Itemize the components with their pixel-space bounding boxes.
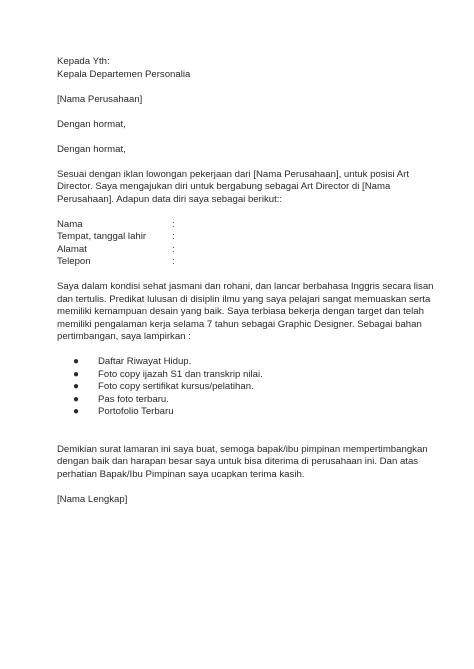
- intro-line: Director. Saya mengajukan diri untuk bergabung sebagai Art Director di [Nama: [57, 181, 391, 192]
- body-line: dan tertulis. Predikat lulusan di disiplin ilmu yang saya pelajari sangat memuaskan serta: [57, 293, 431, 305]
- list-item: [57, 394, 427, 407]
- list-item: [57, 369, 427, 382]
- recipient-line-2: Kepala Departemen Personalia: [57, 68, 191, 80]
- bullet-icon: ●: [73, 406, 80, 417]
- field-colon: :: [172, 231, 175, 242]
- field-label: Telepon: [57, 256, 91, 267]
- list-item: [57, 381, 427, 394]
- field-colon: :: [172, 243, 175, 255]
- company-name: [Nama Perusahaan]: [57, 93, 143, 105]
- closing-line: dengan baik dan harapan besar saya untuk bisa diterima di perusahaan ini. Dan atas: [57, 456, 419, 467]
- list-item: [57, 406, 427, 419]
- intro-line: Perusahaan]. Adapun data diri saya sebagai berikut::: [57, 193, 283, 205]
- closing-line: Demikian surat lamaran ini saya buat, semoga bapak/ibu pimpinan mempertimbangkan: [57, 443, 428, 455]
- bullet-icon: ●: [73, 381, 80, 392]
- recipient-block: [57, 56, 427, 81]
- field-colon: :: [172, 256, 175, 267]
- greeting-1: Dengan hormat,: [57, 118, 126, 130]
- list-item-text: Pas foto terbaru.: [98, 393, 169, 405]
- field-row-birth: [57, 231, 427, 244]
- list-item-text: Portofolio Terbaru: [98, 406, 174, 417]
- bullet-icon: ●: [73, 356, 80, 367]
- field-label: Nama: [57, 218, 83, 230]
- field-colon: :: [172, 218, 175, 230]
- bullet-icon: ●: [73, 368, 80, 380]
- list-item-text: Foto copy ijazah S1 dan transkrip nilai.: [98, 368, 263, 380]
- intro-line: Sesuai dengan iklan lowongan pekerjaan dari [Nama Perusahaan], untuk posisi Art: [57, 168, 409, 180]
- body-line: memiliki kemampuan desain yang baik. Saya terbiasa bekerja dengan target dan telah: [57, 306, 424, 317]
- intro-paragraph: [57, 169, 427, 207]
- bullet-icon: ●: [73, 393, 80, 405]
- list-item: [57, 356, 427, 369]
- field-row-phone: [57, 256, 427, 269]
- field-label: Alamat: [57, 243, 87, 255]
- closing-line: perhatian Bapak/Ibu Pimpinan saya ucapkan terima kasih.: [57, 468, 305, 480]
- body-line: Saya dalam kondisi sehat jasmani dan rohani, dan lancar berbahasa Inggris secara lisan: [57, 281, 434, 292]
- greeting-2: Dengan hormat,: [57, 143, 126, 155]
- body-line: pertimbangan, saya lampirkan :: [57, 331, 191, 342]
- body-line: memiliki pengalaman kerja selama 7 tahun sebagai Graphic Designer. Sebagai bahan: [57, 318, 422, 330]
- recipient-line-1: Kepada Yth:: [57, 56, 110, 67]
- signature-name: [Nama Lengkap]: [57, 493, 128, 505]
- list-item-text: Daftar Riwayat Hidup.: [98, 356, 192, 367]
- personal-data-fields: [57, 219, 427, 269]
- list-item-text: Foto copy sertifikat kursus/pelatihan.: [98, 381, 254, 392]
- field-label: Tempat, tanggal lahir: [57, 231, 147, 242]
- field-row-name: [57, 219, 427, 232]
- attachment-list: [57, 356, 427, 419]
- field-row-address: [57, 244, 427, 257]
- closing-paragraph: [57, 444, 427, 482]
- letter-content: [57, 56, 434, 506]
- qualification-paragraph: [57, 281, 434, 344]
